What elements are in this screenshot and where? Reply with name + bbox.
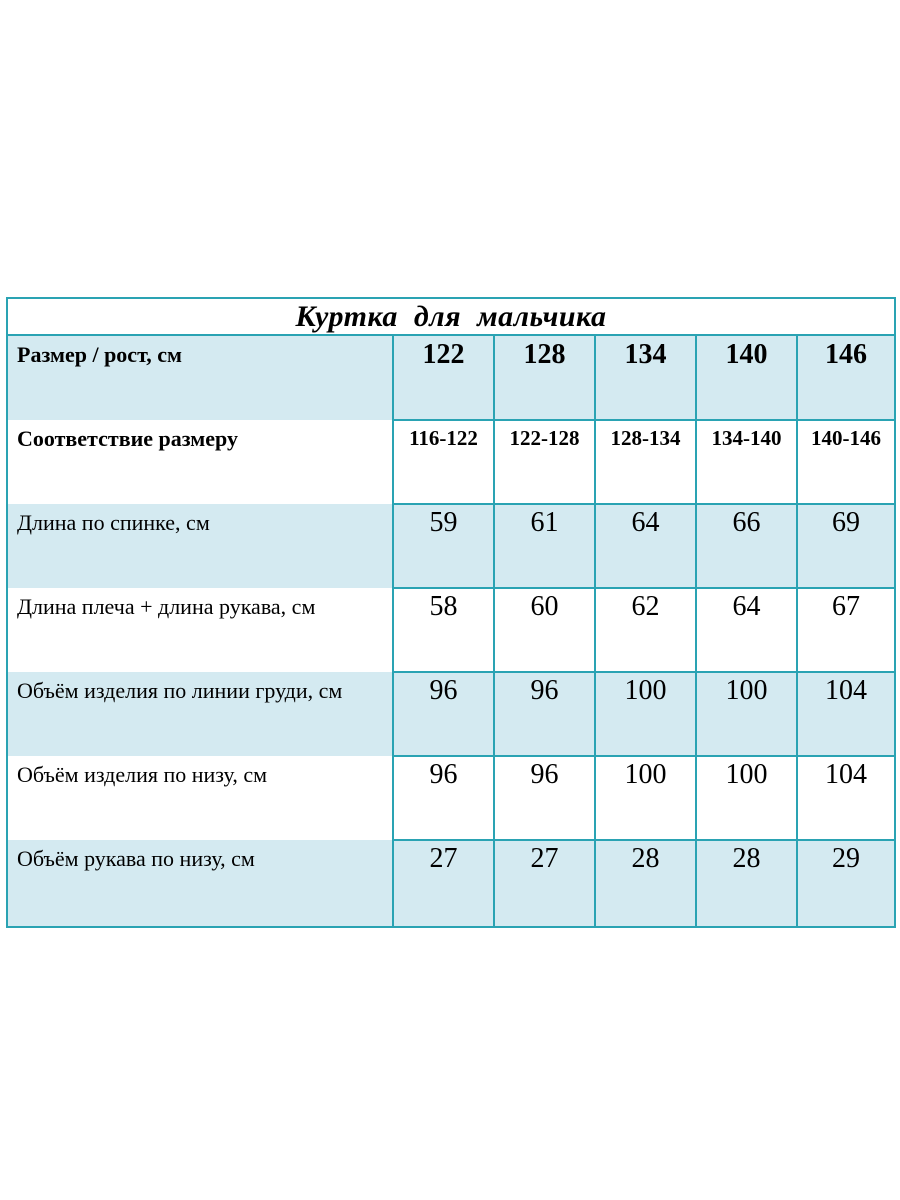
row-label: Длина плеча + длина рукава, см bbox=[8, 588, 394, 672]
value-cell: 29 bbox=[798, 840, 894, 926]
size-heading-cell: 134 bbox=[596, 336, 697, 420]
row-divider bbox=[394, 503, 894, 505]
value-cell: 67 bbox=[798, 588, 894, 672]
value-cell: 27 bbox=[394, 840, 495, 926]
value-cell: 58 bbox=[394, 588, 495, 672]
row-label: Объём изделия по низу, см bbox=[8, 756, 394, 840]
table-row-correspondence bbox=[8, 420, 894, 504]
size-chart-table bbox=[6, 297, 896, 928]
value-cell: 28 bbox=[697, 840, 798, 926]
correspondence-cell: 128-134 bbox=[596, 420, 697, 504]
table-title-bar bbox=[8, 299, 894, 336]
value-cell: 104 bbox=[798, 672, 894, 756]
row-divider bbox=[394, 587, 894, 589]
correspondence-cell: 122-128 bbox=[495, 420, 596, 504]
table-row bbox=[8, 756, 894, 840]
value-cell: 96 bbox=[394, 756, 495, 840]
row-divider bbox=[394, 755, 894, 757]
value-cell: 27 bbox=[495, 840, 596, 926]
row-label: Длина по спинке, см bbox=[8, 504, 394, 588]
value-cell: 100 bbox=[697, 672, 798, 756]
table-row bbox=[8, 504, 894, 588]
size-heading-cell: 122 bbox=[394, 336, 495, 420]
row-label-size-height: Размер / рост, см bbox=[8, 336, 394, 420]
correspondence-cell: 140-146 bbox=[798, 420, 894, 504]
row-divider bbox=[394, 839, 894, 841]
size-heading-cell: 140 bbox=[697, 336, 798, 420]
value-cell: 96 bbox=[394, 672, 495, 756]
table-row bbox=[8, 672, 894, 756]
value-cell: 100 bbox=[697, 756, 798, 840]
correspondence-cell: 134-140 bbox=[697, 420, 798, 504]
value-cell: 60 bbox=[495, 588, 596, 672]
value-cell: 64 bbox=[596, 504, 697, 588]
row-label-correspondence: Соответствие размеру bbox=[8, 420, 394, 504]
value-cell: 62 bbox=[596, 588, 697, 672]
value-cell: 69 bbox=[798, 504, 894, 588]
value-cell: 64 bbox=[697, 588, 798, 672]
table-row-size-header bbox=[8, 336, 894, 420]
row-divider bbox=[394, 671, 894, 673]
value-cell: 96 bbox=[495, 756, 596, 840]
table-row bbox=[8, 588, 894, 672]
row-label: Объём изделия по линии груди, см bbox=[8, 672, 394, 756]
value-cell: 66 bbox=[697, 504, 798, 588]
size-heading-cell: 128 bbox=[495, 336, 596, 420]
table-row bbox=[8, 840, 894, 926]
size-heading-cell: 146 bbox=[798, 336, 894, 420]
value-cell: 96 bbox=[495, 672, 596, 756]
correspondence-cell: 116-122 bbox=[394, 420, 495, 504]
table-title: Куртка для мальчика bbox=[295, 300, 607, 333]
row-label: Объём рукава по низу, см bbox=[8, 840, 394, 926]
value-cell: 100 bbox=[596, 672, 697, 756]
value-cell: 104 bbox=[798, 756, 894, 840]
value-cell: 28 bbox=[596, 840, 697, 926]
value-cell: 59 bbox=[394, 504, 495, 588]
row-divider bbox=[394, 419, 894, 421]
value-cell: 61 bbox=[495, 504, 596, 588]
value-cell: 100 bbox=[596, 756, 697, 840]
